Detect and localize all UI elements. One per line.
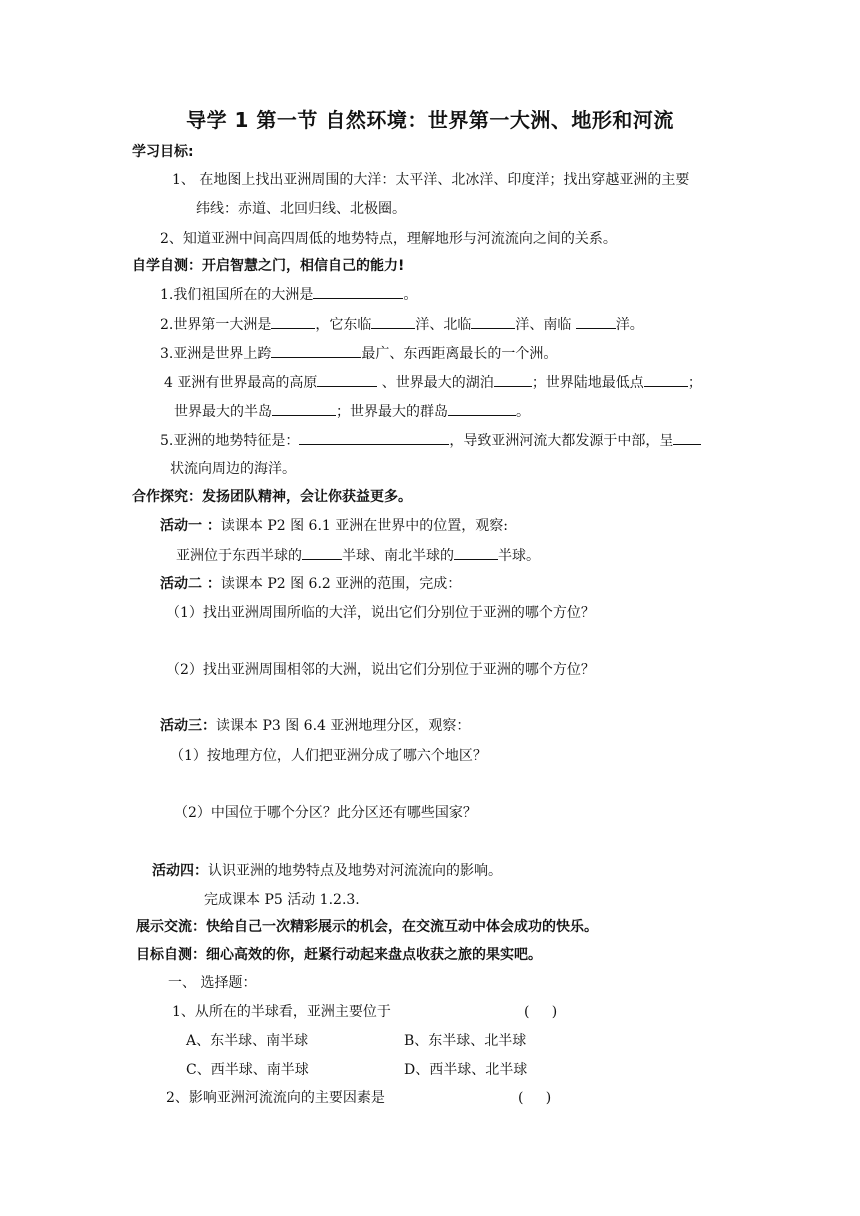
page-title: 导学 1 第一节 自然环境：世界第一大洲、地形和河流 [186,108,674,132]
act1-q-text-a: 亚洲位于东西半球的 [176,548,302,564]
goal-heading: 目标自测：细心高效的你，赶紧行动起来盘点收获之旅的果实吧。 [136,947,542,963]
selftest-q5-line-1 [160,430,701,451]
q4-text-d: ； [687,375,702,391]
activity-2 [160,574,461,594]
activity-3-question-1: （1）按地理方位，人们把亚洲分成了哪六个地区？ [170,748,487,764]
activity-4-label: 活动四： [152,863,208,879]
objective-1-line-2: 纬线：赤道、北回归线、北极圈。 [196,201,406,217]
activity-2-text: 读课本 P2 图 6.2 亚洲的范围，完成： [220,576,462,592]
q2-text-b: ，它东临 [315,317,372,333]
q5-blank-2[interactable] [673,430,701,445]
q2-text-e: 洋。 [615,317,644,333]
q2-text-c: 洋、北临 [415,317,472,333]
q5-blank-1[interactable] [299,430,449,445]
activity-2-question-1: （1）找出亚洲周围所临的大洋，说出它们分别位于亚洲的哪个方位？ [166,605,595,621]
activity-3-question-2: （2）中国位于哪个分区？此分区还有哪些国家？ [174,805,477,821]
activity-1-text: 读课本 P2 图 6.1 亚洲在世界中的位置，观察: [220,518,508,534]
q4-blank-2[interactable] [494,372,532,387]
q4-text-g: 。 [516,404,530,420]
act1-q-text-b: 半球、南北半球的 [342,548,454,564]
q2-blank-4[interactable] [576,314,616,329]
q3-blank[interactable] [271,343,361,358]
q3-text-a: 3.亚洲是世界上跨 [160,346,272,362]
coop-heading: 合作探究：发扬团队精神，会让你获益更多。 [132,489,412,505]
q4-text-f: ；世界最大的群岛 [336,404,448,420]
goal-q2-answer-paren[interactable]: ( ) [518,1090,552,1106]
selftest-q2 [160,314,644,335]
selftest-q5-line-2: 状流向周边的海洋。 [170,461,296,477]
objective-1-line-1: 1、 在地图上找出亚洲周围的大洋：太平洋、北冰洋、印度洋；找出穿越亚洲的主要 [172,172,690,188]
q2-blank-1[interactable] [271,314,315,329]
goal-q2: 2、影响亚洲河流流向的主要因素是 [166,1090,385,1106]
activity-3-label: 活动三： [160,718,216,734]
activity-4 [152,861,502,881]
q1-end: 。 [403,287,418,303]
activity-2-question-2: （2）找出亚洲周围相邻的大洲，说出它们分别位于亚洲的哪个方位？ [166,662,595,678]
q4-text-a: 4 亚洲有世界最高的高原 [164,375,318,391]
act1-q-text-c: 半球。 [498,548,540,564]
q1-text: 1.我们祖国所在的大洲是 [160,287,314,303]
q3-text-b: 最广、东西距离最长的一个洲。 [361,346,558,362]
activity-4-text: 认识亚洲的地势特点及地势对河流流向的影响。 [208,863,502,879]
goal-q1-option-b[interactable]: B、东半球、北半球 [404,1033,527,1049]
selftest-q1 [160,284,417,305]
goal-q1-option-d[interactable]: D、西半球、北半球 [404,1062,528,1078]
activity-1 [160,516,508,536]
act1-blank-1[interactable] [302,545,342,560]
q4-text-e: 世界最大的半岛 [174,404,272,420]
activity-3 [160,716,470,736]
objectives-heading: 学习目标: [132,144,194,160]
q2-blank-3[interactable] [471,314,515,329]
q4-blank-5[interactable] [448,401,516,416]
activity-1-question [176,545,540,566]
q4-text-b: 、世界最大的湖泊 [377,375,494,391]
selftest-heading: 自学自测：开启智慧之门，相信自己的能力! [132,258,405,274]
q4-blank-3[interactable] [644,372,688,387]
q5-text-a: 5.亚洲的地势特征是： [160,433,300,449]
q2-text-a: 2.世界第一大洲是 [160,317,272,333]
objective-2: 2、知道亚洲中间高四周低的地势特点，理解地形与河流流向之间的关系。 [160,231,617,247]
selftest-q4-line-1 [164,372,702,393]
selftest-q3 [160,343,557,364]
q5-text-b: ，导致亚洲河流大都发源于中部，呈 [449,433,674,449]
selftest-q4-line-2 [174,401,530,422]
showcase-heading: 展示交流：快给自己一次精彩展示的机会，在交流互动中体会成功的快乐。 [136,919,598,935]
goal-q1-option-a[interactable]: A、东半球、南半球 [186,1033,309,1049]
goal-q1-option-c[interactable]: C、西半球、南半球 [186,1062,309,1078]
goal-section: 一、 选择题： [168,975,257,991]
q1-blank[interactable] [313,284,403,299]
activity-3-text: 读课本 P3 图 6.4 亚洲地理分区，观察： [216,718,471,734]
q4-text-c: ；世界陆地最低点 [531,375,644,391]
q2-blank-2[interactable] [371,314,415,329]
q2-text-d: 洋、南临 [515,317,576,333]
goal-q1: 1、从所在的半球看，亚洲主要位于 [172,1004,391,1020]
q4-blank-4[interactable] [272,401,336,416]
activity-2-label: 活动二 ： [160,576,221,592]
q4-blank-1[interactable] [317,372,377,387]
act1-blank-2[interactable] [454,545,498,560]
activity-4-sub: 完成课本 P5 活动 1.2.3. [204,892,360,908]
activity-1-label: 活动一 ： [160,518,221,534]
goal-q1-answer-paren[interactable]: ( ) [524,1004,558,1020]
